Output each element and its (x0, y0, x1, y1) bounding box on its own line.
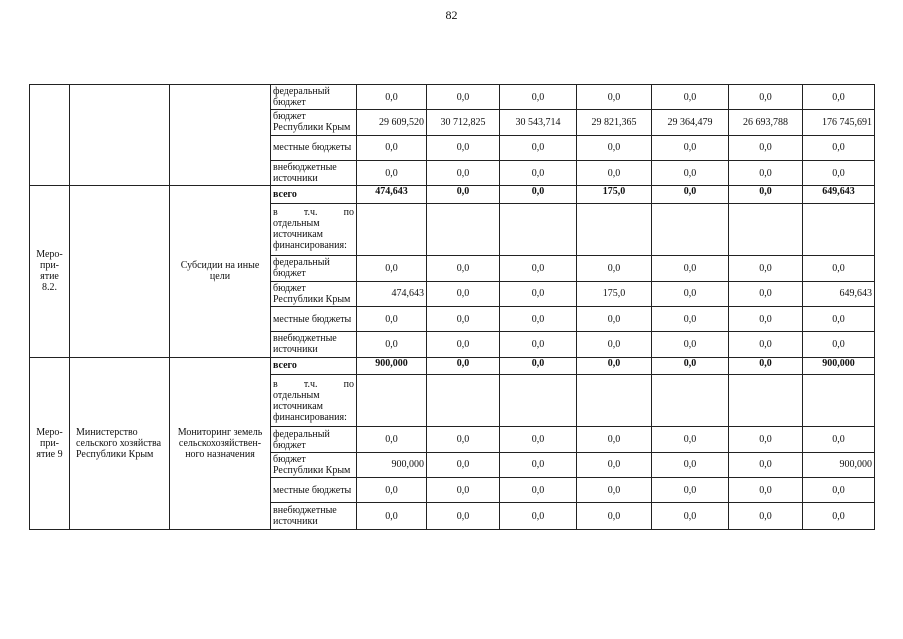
value-cell: 0,0 (577, 135, 652, 160)
value-cell (729, 203, 803, 256)
funding-source-cell: бюджет Республики Крым (271, 452, 357, 477)
value-cell: 0,0 (652, 281, 729, 306)
value-cell: 0,0 (357, 256, 427, 281)
value-cell: 26 693,788 (729, 110, 803, 135)
value-cell: 0,0 (427, 357, 500, 374)
value-cell: 0,0 (577, 452, 652, 477)
funding-source-cell: местные бюджеты (271, 478, 357, 503)
value-cell: 0,0 (500, 503, 577, 530)
value-cell: 0,0 (577, 85, 652, 110)
value-cell: 0,0 (357, 135, 427, 160)
value-cell: 0,0 (357, 427, 427, 452)
value-cell: 0,0 (357, 85, 427, 110)
value-cell (577, 374, 652, 427)
budget-table-body (30, 85, 875, 530)
executor-cell (70, 186, 170, 357)
funding-source-cell: бюджет Республики Крым (271, 281, 357, 306)
value-cell: 0,0 (652, 332, 729, 357)
value-cell (427, 374, 500, 427)
value-cell: 0,0 (652, 135, 729, 160)
budget-table (29, 84, 875, 530)
value-cell: 29 821,365 (577, 110, 652, 135)
value-cell: 649,643 (803, 186, 875, 203)
value-cell (577, 203, 652, 256)
value-cell: 0,0 (652, 160, 729, 185)
value-cell (652, 203, 729, 256)
value-cell: 0,0 (500, 85, 577, 110)
value-cell: 0,0 (577, 256, 652, 281)
value-cell: 0,0 (427, 452, 500, 477)
value-cell (803, 374, 875, 427)
value-cell: 0,0 (652, 186, 729, 203)
event-number-cell: Меро- при- ятие 8.2. (30, 186, 70, 357)
value-cell (803, 203, 875, 256)
value-cell: 474,643 (357, 281, 427, 306)
value-cell: 0,0 (729, 478, 803, 503)
value-cell: 0,0 (577, 503, 652, 530)
value-cell: 0,0 (803, 306, 875, 331)
event-number-cell: Меро- при- ятие 9 (30, 357, 70, 529)
value-cell: 29 364,479 (652, 110, 729, 135)
value-cell: 0,0 (500, 135, 577, 160)
funding-source-cell: бюджет Республики Крым (271, 110, 357, 135)
value-cell: 0,0 (500, 256, 577, 281)
event-name-cell: Субсидии на иные цели (170, 186, 271, 357)
value-cell: 0,0 (577, 357, 652, 374)
funding-source-cell: внебюджетные источники (271, 503, 357, 530)
value-cell: 0,0 (357, 503, 427, 530)
funding-source-cell: федеральный бюджет (271, 256, 357, 281)
value-cell: 0,0 (803, 135, 875, 160)
value-cell: 649,643 (803, 281, 875, 306)
event-name-cell (170, 85, 271, 186)
value-cell: 0,0 (803, 478, 875, 503)
value-cell: 0,0 (357, 160, 427, 185)
value-cell: 0,0 (427, 478, 500, 503)
value-cell: 0,0 (729, 357, 803, 374)
value-cell: 0,0 (427, 306, 500, 331)
value-cell: 0,0 (652, 357, 729, 374)
value-cell: 0,0 (729, 503, 803, 530)
value-cell: 474,643 (357, 186, 427, 203)
event-number-cell (30, 85, 70, 186)
value-cell: 0,0 (652, 503, 729, 530)
value-cell: 0,0 (500, 427, 577, 452)
value-cell: 900,000 (803, 452, 875, 477)
value-cell: 0,0 (500, 478, 577, 503)
event-name-cell: Мониторинг земель сельскохозяйствен-ного назначения (170, 357, 271, 529)
value-cell: 0,0 (729, 85, 803, 110)
funding-source-cell: в т.ч. по отдельным источникам финансирования: (271, 374, 357, 427)
value-cell: 0,0 (427, 332, 500, 357)
value-cell: 0,0 (729, 306, 803, 331)
funding-source-cell: федеральный бюджет (271, 427, 357, 452)
value-cell: 0,0 (427, 85, 500, 110)
value-cell: 0,0 (803, 160, 875, 185)
table-row (30, 357, 875, 374)
value-cell: 0,0 (500, 452, 577, 477)
value-cell: 0,0 (729, 332, 803, 357)
value-cell: 0,0 (577, 427, 652, 452)
value-cell: 0,0 (357, 332, 427, 357)
table-row (30, 186, 875, 203)
value-cell: 0,0 (803, 332, 875, 357)
page-number: 82 (445, 8, 458, 22)
funding-source-cell: внебюджетные источники (271, 332, 357, 357)
value-cell: 0,0 (652, 478, 729, 503)
value-cell: 0,0 (427, 503, 500, 530)
executor-cell: Министерство сельского хозяйства Республики Крым (70, 357, 170, 529)
value-cell: 0,0 (357, 478, 427, 503)
value-cell: 0,0 (427, 281, 500, 306)
funding-source-cell: всего (271, 186, 357, 203)
value-cell: 0,0 (729, 256, 803, 281)
value-cell: 29 609,520 (357, 110, 427, 135)
value-cell: 0,0 (577, 332, 652, 357)
value-cell: 0,0 (500, 186, 577, 203)
value-cell: 900,000 (357, 452, 427, 477)
funding-source-cell: местные бюджеты (271, 306, 357, 331)
value-cell: 0,0 (729, 452, 803, 477)
value-cell (500, 203, 577, 256)
value-cell: 0,0 (652, 256, 729, 281)
value-cell: 0,0 (427, 186, 500, 203)
value-cell (357, 374, 427, 427)
value-cell: 0,0 (652, 427, 729, 452)
funding-source-cell: внебюджетные источники (271, 160, 357, 185)
value-cell: 0,0 (652, 306, 729, 331)
value-cell: 0,0 (803, 503, 875, 530)
funding-source-cell: местные бюджеты (271, 135, 357, 160)
value-cell: 0,0 (577, 306, 652, 331)
value-cell: 0,0 (577, 160, 652, 185)
funding-source-cell: в т.ч. по отдельным источникам финансирования: (271, 203, 357, 256)
value-cell: 0,0 (577, 478, 652, 503)
value-cell: 0,0 (729, 135, 803, 160)
value-cell: 0,0 (500, 357, 577, 374)
value-cell: 0,0 (500, 281, 577, 306)
value-cell: 30 543,714 (500, 110, 577, 135)
table-row (30, 85, 875, 110)
value-cell: 0,0 (652, 85, 729, 110)
value-cell: 0,0 (500, 160, 577, 185)
value-cell (500, 374, 577, 427)
value-cell: 0,0 (357, 306, 427, 331)
value-cell: 175,0 (577, 281, 652, 306)
value-cell: 0,0 (729, 160, 803, 185)
value-cell: 0,0 (729, 281, 803, 306)
value-cell: 0,0 (427, 427, 500, 452)
value-cell: 176 745,691 (803, 110, 875, 135)
funding-source-cell: федеральный бюджет (271, 85, 357, 110)
value-cell: 0,0 (500, 306, 577, 331)
value-cell (729, 374, 803, 427)
value-cell: 900,000 (357, 357, 427, 374)
value-cell (357, 203, 427, 256)
value-cell: 0,0 (803, 256, 875, 281)
value-cell: 0,0 (427, 256, 500, 281)
value-cell: 900,000 (803, 357, 875, 374)
value-cell (652, 374, 729, 427)
value-cell: 0,0 (652, 452, 729, 477)
value-cell: 175,0 (577, 186, 652, 203)
value-cell: 0,0 (803, 427, 875, 452)
executor-cell (70, 85, 170, 186)
value-cell: 0,0 (427, 135, 500, 160)
value-cell (427, 203, 500, 256)
value-cell: 0,0 (729, 186, 803, 203)
value-cell: 0,0 (729, 427, 803, 452)
value-cell: 0,0 (500, 332, 577, 357)
value-cell: 0,0 (803, 85, 875, 110)
value-cell: 0,0 (427, 160, 500, 185)
funding-source-cell: всего (271, 357, 357, 374)
value-cell: 30 712,825 (427, 110, 500, 135)
